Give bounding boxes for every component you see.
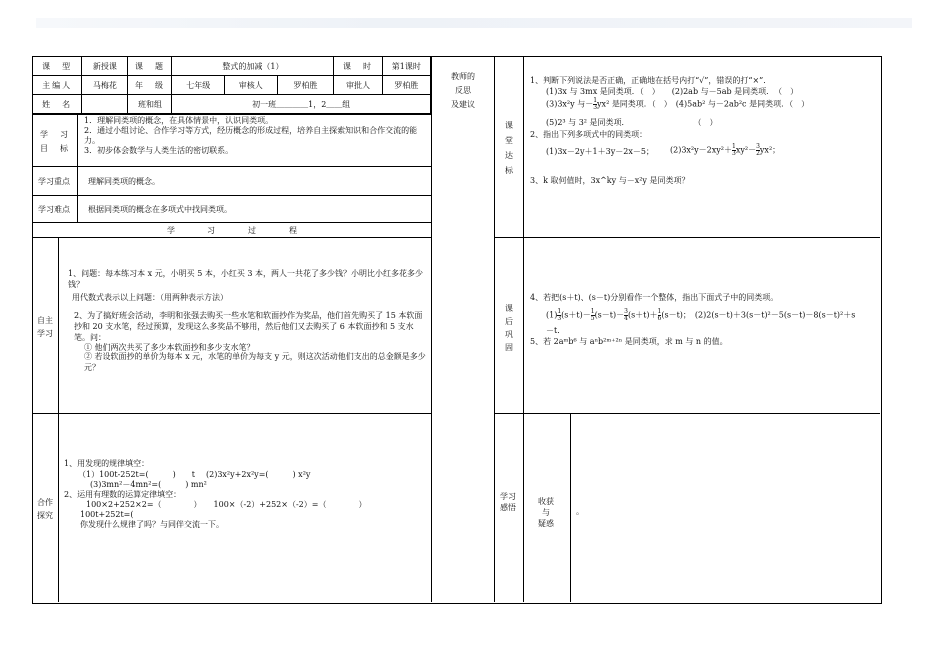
coop-l2a: （1）100t-252t=( ) t — [78, 470, 195, 479]
q2b-num2: 3 — [756, 143, 760, 150]
q4a-mid2: (s＋t)＋ — [627, 310, 658, 320]
classroom-q1b — [546, 98, 809, 111]
course-type-value: 新授课 — [82, 57, 128, 76]
coop-l5: 100×2+252×2=（ ） 100×（-2）+252×（-2）=（ ） — [86, 500, 367, 509]
reviewer-value: 罗柏胜 — [277, 76, 334, 95]
editor-value: 马梅花 — [82, 76, 128, 95]
classroom-label — [503, 118, 515, 178]
q4a-mid: (s－t)－ — [594, 310, 625, 320]
grade-value: 七年级 — [172, 76, 225, 95]
coop-label-1: 合作 — [37, 498, 53, 507]
classroom-label-4: 标 — [505, 166, 513, 175]
reflection-label-2: 感悟 — [500, 503, 516, 512]
coop-l6: 100t+252t=( — [80, 510, 134, 519]
classroom-label-2: 堂 — [505, 136, 513, 145]
consolidate-label-2: 后 — [505, 317, 513, 326]
teacher-col-line3: 及建议 — [451, 100, 475, 109]
q1b-den: 3 — [593, 104, 598, 111]
q2b-post: yx²； — [759, 145, 781, 155]
self-study-problem-1: 1、问题：每本练习本 x 元，小明买 5 本，小红买 3 本，两人一共花了多少钱？小明比小红多花多少钱？ — [68, 269, 424, 289]
key-point-text: 理解同类项的概念。 — [88, 177, 160, 186]
consolidate-q4: 4、若把(s＋t)、(s－t)分别看作一个整体，指出下面式子中的同类项。 — [530, 293, 779, 302]
self-study-label — [37, 314, 53, 340]
classroom-q1: 1、判断下列说法是否正确，正确地在括号内打“√”，错误的打“×”． — [530, 76, 772, 85]
q4a-f4d: 6 — [657, 315, 662, 322]
class-group-value: 初一班＿＿＿＿1，2＿＿组 — [172, 95, 431, 114]
q4a-f1d: 3 — [557, 315, 562, 322]
objectives-label-1: 学 习 — [40, 130, 70, 139]
top-header-band — [36, 18, 912, 28]
process-title-4: 程 — [289, 226, 297, 235]
objectives-list — [84, 116, 424, 156]
reflection-sub — [532, 496, 560, 529]
q2b-mid: xy²－ — [735, 145, 757, 155]
q4a-f1n: 1 — [557, 308, 562, 315]
coop-label-2: 探究 — [37, 511, 53, 520]
class-group-label: 班和组 — [128, 95, 172, 114]
classroom-q1a: (1)3x 与 3mx 是同类项．（ ） (2)2ab 与－5ab 是同类项． （ ） — [546, 87, 799, 96]
classroom-q3: 3、k 取何值时，3x^ky 与－x²y 是同类项？ — [530, 176, 690, 185]
q4a-pre: (1) — [546, 310, 558, 320]
q1b-post: yx² 是同类项．（ ） (4)5ab² 与－2ab²c 是同类项．（ ） — [597, 99, 810, 109]
classroom-q2b — [670, 144, 780, 157]
reflection-sub-1: 收获 — [538, 497, 554, 506]
reviewer-label: 审核人 — [225, 76, 278, 95]
process-title-3: 过 — [248, 226, 256, 235]
key-point-label: 学习重点 — [38, 177, 70, 186]
objectives-label-2: 目 标 — [40, 144, 70, 153]
objective-item-2: 2．通过小组讨论、合作学习等方式，经历概念的形成过程，培养自主探索知识和合作交流的能力。 — [84, 126, 418, 145]
editor-label: 主编人 — [33, 76, 82, 95]
period-label: 课 时 — [334, 57, 382, 76]
objective-item-3: 3．初步体会数学与人类生活的密切联系。 — [84, 146, 234, 155]
course-type-label: 课 型 — [33, 57, 82, 76]
objectives-label — [40, 128, 70, 156]
consolidate-label — [503, 302, 515, 354]
coop-l4: 2、运用有理数的运算定律填空： — [64, 490, 182, 499]
reflection-label — [500, 491, 516, 513]
self-study-label-2: 学习 — [37, 329, 53, 338]
process-title-2: 习 — [207, 226, 215, 235]
reflection-sub-3: 疑惑 — [538, 519, 554, 528]
consolidate-label-4: 固 — [505, 343, 513, 352]
reflection-mark: 。 — [576, 507, 584, 516]
consolidate-label-1: 课 — [505, 304, 513, 313]
approver-label: 审批人 — [334, 76, 382, 95]
teacher-reflection-header — [440, 70, 486, 112]
q2b-pre: (2)3x²y－2xy²＋ — [670, 145, 732, 155]
q2b-num1: 1 — [732, 143, 736, 150]
period-value: 第1课时 — [382, 57, 430, 76]
self-study-q1: ① 他们两次共买了多少本软面抄和多少支水笔？ — [84, 343, 255, 352]
consolidate-q5: 5、若 2aᵐb⁶ 与 aⁿb²ᵐ⁺²ⁿ 是同类项，求 m 与 n 的值。 — [530, 337, 728, 346]
topic-label: 课 题 — [128, 57, 172, 76]
topic-value: 整式的加减（1） — [172, 57, 334, 76]
q4a-f3d: 4 — [624, 315, 628, 322]
q4a-f2d: 5 — [590, 315, 595, 322]
self-study-problem-1b: 用代数式表示以上问题：（用两种表示方法） — [72, 293, 228, 302]
reflection-sub-2: 与 — [542, 508, 550, 517]
q1b-pre: (3)3x²y 与－ — [546, 99, 594, 109]
self-study-q2: ② 若设软面抄的单价为每本 x 元，水笔的单价为每支 y 元，则这次活动他们支出的总金额是多少元？ — [84, 352, 426, 372]
reflection-label-1: 学习 — [500, 492, 516, 501]
difficulty-text: 根据同类项的概念在多项式中找同类项。 — [88, 205, 232, 214]
classroom-label-1: 课 — [505, 121, 513, 130]
grade-label: 年 级 — [128, 76, 172, 95]
approver-value: 罗柏胜 — [382, 76, 430, 95]
classroom-q2: 2、指出下列多项式中的同类项： — [530, 130, 648, 139]
classroom-q1c: (5)2³ 与 3² 是同类项． （ ） — [546, 118, 718, 127]
q4a-f4n: 1 — [657, 308, 662, 315]
q2b-den1: 3 — [732, 150, 736, 157]
consolidate-q4a — [546, 309, 855, 322]
coop-l3: (3)3mn²－4mn²=( ) mn² — [90, 480, 207, 489]
self-study-problem-2: 2、为了搞好班会活动，李明和张强去购买一些水笔和软面抄作为奖品，他们首先购买了 15 本软面抄和 20 支水笔，经过预算，发现这么多奖品不够用，然后他们又去购买了 6 本软面抄和 5 支水笔。问： — [74, 311, 423, 342]
q4a-f2n: 1 — [590, 308, 595, 315]
process-title-1: 学 — [167, 226, 175, 235]
classroom-label-3: 达 — [505, 151, 513, 160]
q4a-end: (s－t)； (2)2(s－t)＋3(s－t)²－5(s－t)－8(s－t)²＋s — [661, 310, 856, 320]
name-value[interactable] — [82, 95, 128, 114]
q1b-num: 1 — [593, 97, 598, 104]
objective-item-1: 1．理解同类项的概念，在具体情景中，认识同类项。 — [84, 116, 274, 125]
consolidate-label-3: 巩 — [505, 330, 513, 339]
q2b-den2: 2 — [756, 150, 760, 157]
coop-l2b: (2)3x²y+2x²y=( ) x²y — [206, 470, 311, 479]
coop-l7: 你发现什么规律了吗？与同伴交流一下。 — [80, 520, 224, 529]
name-label: 姓 名 — [33, 95, 82, 114]
q4a-f3n: 3 — [624, 308, 628, 315]
classroom-q2a: (1)3x－2y＋1＋3y－2x－5； — [546, 147, 654, 156]
consolidate-q4b: －t． — [546, 326, 566, 335]
header-table — [32, 56, 431, 114]
self-study-label-1: 自主 — [37, 316, 53, 325]
coop-l1: 1、用发现的规律填空： — [64, 459, 150, 468]
difficulty-label: 学习难点 — [38, 205, 70, 214]
teacher-col-line2: 反思 — [455, 86, 471, 95]
coop-label — [37, 496, 53, 522]
teacher-col-line1: 教师的 — [451, 72, 475, 81]
q4a-body: (s＋t)－ — [561, 310, 591, 320]
